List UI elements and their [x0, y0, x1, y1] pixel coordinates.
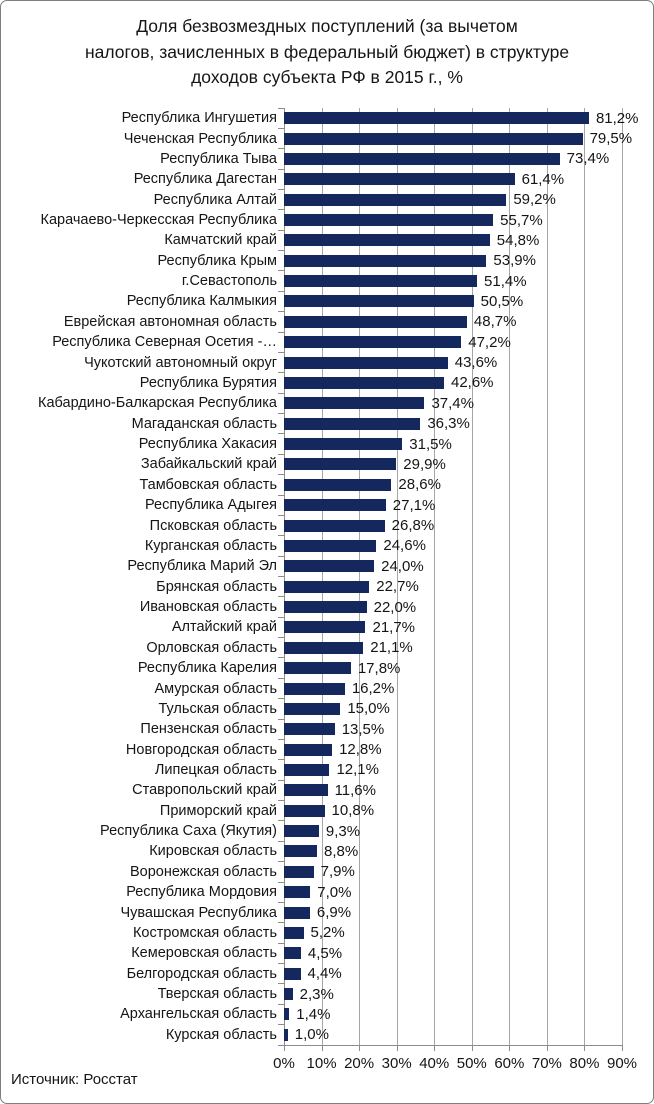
- category-axis-tick: [278, 311, 285, 312]
- category-axis-tick: [278, 433, 285, 434]
- value-label: 10,8%: [331, 802, 375, 820]
- value-label: 22,7%: [376, 578, 419, 596]
- value-label: 43,6%: [454, 354, 498, 372]
- category-label: Псковская область: [149, 517, 277, 534]
- category-label: Республика Ингушетия: [121, 110, 277, 127]
- value-label: 73,4%: [566, 150, 610, 168]
- category-label: Карачаево-Черкесская Республика: [40, 212, 277, 229]
- chart-title-line-2: налогов, зачисленных в федеральный бюджет) в структуре: [84, 41, 570, 62]
- category-axis-tick: [278, 780, 285, 781]
- x-axis-tick: [397, 1045, 398, 1051]
- chart-title-line-3: доходов субъекта РФ в 2015 г., %: [191, 67, 463, 87]
- x-axis-tick-label: 10%: [306, 1055, 337, 1072]
- category-label: Республика Саха (Якутия): [100, 823, 277, 840]
- x-axis-tick: [509, 1045, 510, 1051]
- x-axis-tick-label: 50%: [456, 1055, 487, 1072]
- category-label: Республика Марий Эл: [127, 558, 277, 575]
- value-label: 27,1%: [392, 496, 436, 514]
- value-label: 24,0%: [381, 557, 424, 575]
- value-label: 54,8%: [496, 231, 540, 249]
- category-label: Республика Крым: [157, 252, 277, 269]
- category-axis-tick: [278, 943, 285, 944]
- category-axis-tick: [278, 352, 285, 353]
- x-axis-tick: [472, 1045, 473, 1051]
- value-label: 12,8%: [339, 741, 382, 759]
- value-label: 9,3%: [325, 822, 361, 840]
- chart-title-line-1: Доля безвозмездных поступлений (за вычетом: [136, 16, 518, 36]
- source-note: Источник: Росстат: [11, 1071, 138, 1088]
- category-label: Чеченская Республика: [123, 130, 277, 147]
- x-axis-tick-label: 40%: [419, 1055, 450, 1072]
- value-label: 4,4%: [307, 965, 342, 983]
- value-label: 53,9%: [493, 252, 536, 270]
- value-label: 48,7%: [473, 313, 517, 331]
- x-axis-tick: [547, 1045, 548, 1051]
- value-label: 81,2%: [595, 109, 639, 127]
- x-axis-tick-label: 80%: [569, 1055, 600, 1072]
- value-label: 79,5%: [589, 130, 633, 148]
- value-label: 11,6%: [334, 781, 376, 799]
- category-axis-tick: [278, 372, 285, 373]
- category-label: г.Севастополь: [181, 273, 277, 290]
- x-axis-tick: [359, 1045, 360, 1051]
- category-axis-tick: [278, 495, 285, 496]
- category-axis-tick: [278, 841, 285, 842]
- category-label: Тамбовская область: [139, 476, 277, 493]
- category-label: Республика Дагестан: [133, 171, 277, 188]
- x-axis-tick: [322, 1045, 323, 1051]
- value-label: 4,5%: [307, 944, 343, 962]
- category-axis-tick: [278, 108, 285, 109]
- value-label: 50,5%: [480, 292, 524, 310]
- category-axis-tick: [278, 657, 285, 658]
- value-label: 2,3%: [299, 985, 334, 1003]
- category-label: Костромская область: [132, 924, 277, 941]
- category-axis-tick: [278, 963, 285, 964]
- category-axis-tick: [278, 698, 285, 699]
- category-axis-tick: [278, 474, 285, 475]
- x-axis-line: [284, 1045, 623, 1046]
- value-label: 59,2%: [513, 191, 556, 209]
- category-axis-tick: [278, 148, 285, 149]
- category-label: Архангельская область: [120, 1006, 277, 1023]
- category-label: Кабардино-Балкарская Республика: [38, 395, 277, 412]
- category-label: Амурская область: [154, 680, 277, 697]
- category-label: Республика Мордовия: [126, 884, 277, 901]
- category-axis-tick: [278, 1004, 285, 1005]
- value-label: 31,5%: [409, 435, 452, 453]
- category-axis-tick: [278, 454, 285, 455]
- category-label: Ивановская область: [139, 599, 277, 616]
- value-label: 5,2%: [310, 924, 345, 942]
- value-label: 42,6%: [450, 374, 494, 392]
- category-axis-tick: [278, 861, 285, 862]
- value-label: 13,5%: [341, 720, 385, 738]
- category-axis-tick: [278, 983, 285, 984]
- category-label: Забайкальский край: [140, 456, 277, 473]
- value-label: 55,7%: [500, 211, 543, 229]
- value-label: 16,2%: [351, 680, 395, 698]
- category-label: Курганская область: [144, 537, 277, 554]
- category-axis-tick: [278, 596, 285, 597]
- category-axis-tick: [278, 882, 285, 883]
- value-label: 24,6%: [383, 537, 426, 555]
- category-label: Республика Адыгея: [144, 497, 277, 514]
- x-axis-tick-label: 30%: [381, 1055, 412, 1072]
- category-axis-tick: [278, 678, 285, 679]
- category-label: Республика Карелия: [137, 660, 277, 677]
- value-label: 17,8%: [357, 659, 401, 677]
- category-label: Пензенская область: [140, 721, 277, 738]
- category-axis-tick: [278, 270, 285, 271]
- category-label: Курская область: [165, 1026, 277, 1043]
- category-label: Республика Алтай: [153, 191, 277, 208]
- category-axis-tick: [278, 902, 285, 903]
- axes-area: [1, 1, 654, 1104]
- category-label: Чукотский автономный округ: [84, 354, 277, 371]
- category-label: Магаданская область: [131, 415, 277, 432]
- value-label: 21,7%: [372, 618, 416, 636]
- category-label: Алтайский край: [171, 619, 277, 636]
- category-axis-tick: [278, 291, 285, 292]
- category-axis-tick: [278, 128, 285, 129]
- value-label: 15,0%: [347, 700, 390, 718]
- category-axis-tick: [278, 759, 285, 760]
- x-axis-tick: [284, 1045, 285, 1051]
- category-label: Тульская область: [158, 700, 277, 717]
- value-label: 37,4%: [431, 394, 474, 412]
- value-label: 47,2%: [468, 333, 511, 351]
- category-axis-tick: [278, 413, 285, 414]
- value-label: 8,8%: [324, 842, 359, 860]
- x-axis-tick: [622, 1045, 623, 1051]
- value-label: 1,0%: [294, 1026, 329, 1044]
- value-label: 12,1%: [336, 761, 379, 779]
- value-label: 28,6%: [398, 476, 441, 494]
- x-axis-tick-label: 0%: [273, 1055, 295, 1072]
- value-label: 6,9%: [316, 904, 352, 922]
- category-label: Камчатский край: [164, 232, 277, 249]
- value-label: 1,4%: [296, 1005, 331, 1023]
- category-label: Приморский край: [159, 802, 277, 819]
- value-label: 7,0%: [317, 883, 352, 901]
- value-label: 61,4%: [521, 170, 565, 188]
- x-axis-tick-label: 90%: [606, 1055, 638, 1072]
- value-label: 26,8%: [391, 517, 435, 535]
- x-axis-tick: [584, 1045, 585, 1051]
- category-label: Липецкая область: [154, 761, 277, 778]
- category-label: Еврейская автономная область: [63, 313, 277, 330]
- category-label: Республика Северная Осетия -…: [52, 334, 277, 351]
- category-axis-tick: [278, 922, 285, 923]
- category-label: Новгородская область: [125, 741, 277, 758]
- category-axis-tick: [278, 719, 285, 720]
- x-axis-tick-label: 70%: [531, 1055, 562, 1072]
- value-label: 22,0%: [373, 598, 417, 616]
- category-axis-tick: [278, 535, 285, 536]
- category-axis-tick: [278, 739, 285, 740]
- value-label: 51,4%: [484, 272, 527, 290]
- category-axis-tick: [278, 515, 285, 516]
- category-axis-tick: [278, 800, 285, 801]
- category-label: Республика Хакасия: [138, 436, 277, 453]
- category-label: Республика Бурятия: [139, 374, 277, 391]
- category-axis-tick: [278, 393, 285, 394]
- x-axis-tick: [434, 1045, 435, 1051]
- category-axis-tick: [278, 209, 285, 210]
- category-axis-tick: [278, 617, 285, 618]
- category-label: Ставропольский край: [132, 782, 277, 799]
- value-label: 36,3%: [427, 415, 470, 433]
- category-axis-tick: [278, 820, 285, 821]
- category-label: Чувашская Республика: [120, 904, 277, 921]
- category-axis-tick: [278, 1024, 285, 1025]
- category-axis-tick: [278, 332, 285, 333]
- category-axis-tick: [278, 230, 285, 231]
- category-label: Брянская область: [156, 578, 277, 595]
- value-label: 29,9%: [403, 455, 446, 473]
- category-label: Белгородская область: [126, 965, 277, 982]
- value-label: 7,9%: [320, 863, 355, 881]
- category-label: Орловская область: [146, 639, 277, 656]
- category-axis-tick: [278, 250, 285, 251]
- category-label: Воронежская область: [129, 863, 277, 880]
- category-label: Кировская область: [149, 843, 277, 860]
- category-label: Тверская область: [157, 986, 277, 1003]
- category-label: Республика Калмыкия: [126, 293, 277, 310]
- category-axis-tick: [278, 576, 285, 577]
- category-axis-tick: [278, 169, 285, 170]
- category-axis-tick: [278, 189, 285, 190]
- category-axis-tick: [278, 556, 285, 557]
- x-axis-tick-label: 20%: [344, 1055, 375, 1072]
- category-label: Республика Тыва: [160, 150, 277, 167]
- value-label: 21,1%: [370, 639, 413, 657]
- x-axis-tick-label: 60%: [494, 1055, 525, 1072]
- category-axis-tick: [278, 637, 285, 638]
- category-label: Кемеровская область: [131, 945, 277, 962]
